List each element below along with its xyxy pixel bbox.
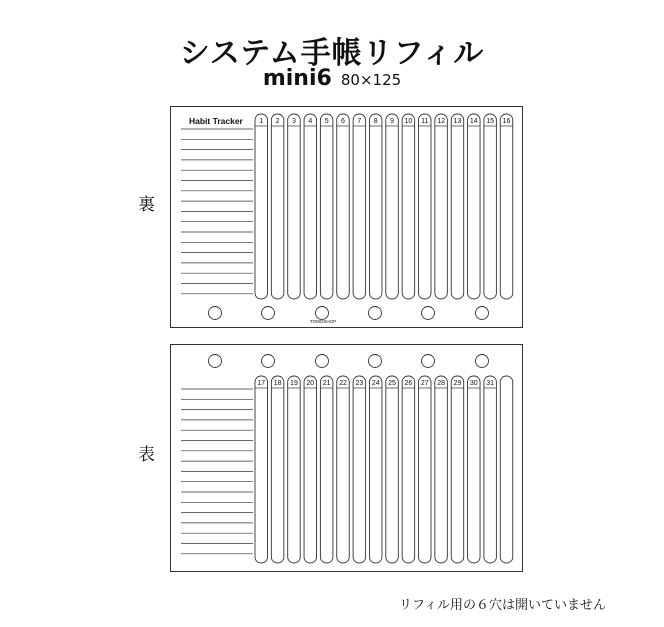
ring-hole bbox=[316, 355, 329, 368]
day-column bbox=[320, 376, 333, 563]
day-column bbox=[369, 376, 382, 563]
day-column bbox=[337, 114, 350, 299]
day-column bbox=[419, 376, 432, 563]
day-number: 11 bbox=[421, 118, 429, 125]
ring-hole bbox=[369, 355, 382, 368]
day-column bbox=[500, 376, 513, 563]
day-column bbox=[402, 114, 415, 299]
day-column bbox=[320, 114, 333, 299]
day-number: 22 bbox=[339, 380, 347, 387]
ring-hole bbox=[262, 307, 275, 320]
back-side-label: 裏 bbox=[138, 195, 155, 215]
day-number: 30 bbox=[469, 380, 478, 387]
brand-mark: TOMOSHOP bbox=[309, 319, 337, 324]
day-number: 31 bbox=[486, 380, 495, 387]
day-number: 13 bbox=[453, 118, 462, 125]
day-column bbox=[304, 376, 317, 563]
day-column bbox=[484, 376, 497, 563]
day-number: 14 bbox=[469, 118, 478, 125]
day-column bbox=[451, 376, 464, 563]
day-number: 29 bbox=[453, 380, 462, 387]
day-number: 18 bbox=[273, 380, 282, 387]
day-column bbox=[468, 376, 481, 563]
day-column bbox=[435, 114, 448, 299]
day-number: 21 bbox=[322, 380, 331, 387]
ring-hole bbox=[209, 307, 222, 320]
day-column bbox=[419, 114, 432, 299]
front-side-drawing bbox=[171, 345, 524, 573]
day-column bbox=[451, 114, 464, 299]
day-number: 10 bbox=[404, 118, 413, 125]
refill-subtitle bbox=[0, 66, 664, 91]
tracker-title: Habit Tracker bbox=[189, 116, 243, 126]
ring-hole bbox=[422, 307, 435, 320]
day-column bbox=[468, 114, 481, 299]
day-number: 25 bbox=[388, 380, 396, 387]
ring-hole bbox=[369, 307, 382, 320]
day-column bbox=[288, 114, 301, 299]
day-number: 26 bbox=[404, 380, 413, 387]
day-number: 6 bbox=[341, 118, 345, 125]
day-number: 8 bbox=[373, 118, 378, 125]
day-column bbox=[271, 376, 284, 563]
day-number: 15 bbox=[486, 118, 495, 125]
day-number: 4 bbox=[308, 118, 313, 125]
day-number: 23 bbox=[355, 380, 364, 387]
day-column bbox=[369, 114, 382, 299]
front-side-label: 表 bbox=[138, 445, 155, 465]
day-number: 5 bbox=[324, 118, 329, 125]
day-number: 2 bbox=[275, 118, 280, 125]
ring-hole bbox=[422, 355, 435, 368]
front-side-panel bbox=[170, 344, 523, 572]
day-column bbox=[353, 376, 366, 563]
day-column bbox=[337, 376, 350, 563]
day-number: 12 bbox=[437, 118, 445, 125]
day-column bbox=[271, 114, 284, 299]
day-number: 9 bbox=[390, 118, 395, 125]
day-number: 3 bbox=[291, 118, 296, 125]
day-column bbox=[255, 376, 268, 563]
day-number: 24 bbox=[371, 380, 380, 387]
day-column bbox=[500, 114, 513, 299]
day-number: 16 bbox=[502, 118, 511, 125]
day-column bbox=[484, 114, 497, 299]
format-name: mini6 bbox=[262, 66, 332, 91]
day-number: 28 bbox=[437, 380, 445, 387]
day-column bbox=[402, 376, 415, 563]
footer-note: リフィル用の６穴は開いていません bbox=[399, 598, 606, 613]
day-number: 20 bbox=[306, 380, 315, 387]
day-number: 7 bbox=[357, 118, 362, 125]
day-column bbox=[386, 114, 399, 299]
ring-hole bbox=[209, 355, 222, 368]
day-number: 17 bbox=[257, 380, 266, 387]
day-column bbox=[435, 376, 448, 563]
day-column bbox=[304, 114, 317, 299]
ring-hole bbox=[476, 307, 489, 320]
day-number: 19 bbox=[290, 380, 298, 387]
ring-hole bbox=[476, 355, 489, 368]
ring-hole bbox=[262, 355, 275, 368]
back-side-panel bbox=[170, 106, 523, 328]
day-column bbox=[255, 114, 268, 299]
back-side-drawing bbox=[171, 107, 524, 329]
format-size: 80×125 bbox=[340, 71, 402, 89]
day-column bbox=[386, 376, 399, 563]
day-column bbox=[353, 114, 366, 299]
day-number: 27 bbox=[420, 380, 429, 387]
day-column bbox=[288, 376, 301, 563]
ring-hole bbox=[316, 307, 329, 320]
refill-title: システム手帳リフィル bbox=[179, 36, 485, 71]
day-number: 1 bbox=[259, 118, 264, 125]
